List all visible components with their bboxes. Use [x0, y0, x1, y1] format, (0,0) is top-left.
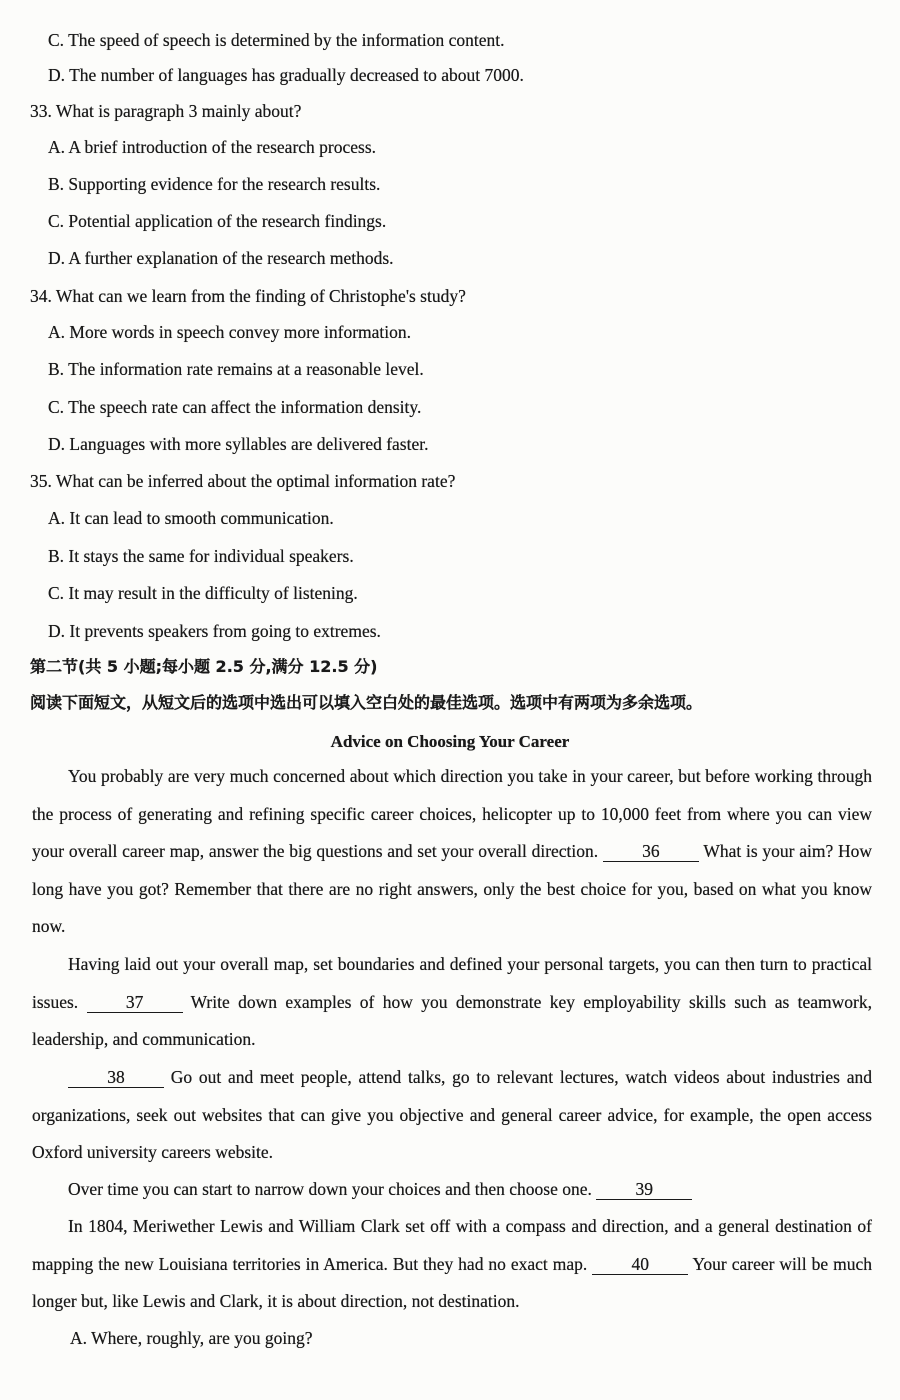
passage-paragraph-5	[32, 1208, 872, 1321]
q33-stem: 33. What is paragraph 3 mainly about?	[30, 101, 302, 121]
q32-option-d: D. The number of languages has gradually decreased to about 7000.	[48, 65, 524, 85]
passage-paragraph-4	[32, 1171, 872, 1209]
q33-option-c: C. Potential application of the research findings.	[48, 211, 387, 231]
q34-stem: 34. What can we learn from the finding of Christophe's study?	[30, 286, 466, 306]
q35-stem: 35. What can be inferred about the optimal information rate?	[30, 471, 456, 491]
passage-title: Advice on Choosing Your Career	[330, 732, 570, 751]
q34-option-b: B. The information rate remains at a reasonable level.	[48, 359, 424, 379]
q34-option-c: C. The speech rate can affect the information density.	[48, 397, 422, 417]
paragraph-3-text: Go out and meet people, attend talks, go to relevant lectures, watch videos about industries and organizations, seek out websites that can give you objective and general career advice, for example, the open access Oxford university careers website.	[32, 1067, 872, 1162]
q35-option-a: A. It can lead to smooth communication.	[48, 508, 334, 528]
blank-37: 37	[87, 992, 183, 1013]
q35-option-c: C. It may result in the difficulty of listening.	[48, 583, 358, 603]
passage-paragraph-3	[32, 1059, 872, 1172]
q35-option-b: B. It stays the same for individual speakers.	[48, 546, 354, 566]
section-heading: 第二节(共 5 小题;每小题 2.5 分,满分 12.5 分)	[30, 657, 378, 676]
paragraph-2-text-a: Having laid out your overall map, set boundaries and defined your personal targets, you can then turn to practical issues.	[32, 954, 872, 1012]
q35-option-d: D. It prevents speakers from going to extremes.	[48, 621, 381, 641]
q33-option-b: B. Supporting evidence for the research results.	[48, 174, 381, 194]
paragraph-2-text-b: Write down examples of how you demonstrate key employability skills such as teamwork, leadership, and communication.	[32, 991, 872, 1049]
paragraph-1-text-a: You probably are very much concerned about which direction you take in your career, but before working through the process of generating and refining specific career choices, helicopter up to 10,000 feet from where you can view your overall career map, answer the big questions and set your overall direction.	[32, 766, 872, 861]
paragraph-5-text-b: Your career will be much longer but, like Lewis and Clark, it is about direction, not destination.	[32, 1253, 872, 1311]
blank-36: 36	[603, 841, 699, 862]
blank-38: 38	[68, 1067, 164, 1088]
q33-option-a: A. A brief introduction of the research process.	[48, 137, 377, 157]
paragraph-1-text-b: What is your aim? How long have you got? Remember that there are no right answers, only the best choice for you, based on what you know now.	[32, 841, 872, 936]
paragraph-5-text-a: In 1804, Meriwether Lewis and William Clark set off with a compass and direction, and a general destination of mapping the new Louisiana territories in America. But they had no exact map.	[32, 1216, 872, 1274]
blank-39: 39	[596, 1179, 692, 1200]
q34-option-d: D. Languages with more syllables are delivered faster.	[48, 434, 429, 454]
choice-option-a: A. Where, roughly, are you going?	[70, 1328, 313, 1348]
passage-paragraph-2	[32, 946, 872, 1059]
paragraph-4-text: Over time you can start to narrow down your choices and then choose one.	[68, 1179, 597, 1199]
passage-paragraph-1	[32, 758, 872, 946]
q33-option-d: D. A further explanation of the research methods.	[48, 248, 394, 268]
blank-40: 40	[592, 1254, 688, 1275]
section-instruction: 阅读下面短文，从短文后的选项中选出可以填入空白处的最佳选项。选项中有两项为多余选项。	[30, 693, 703, 712]
q32-option-c: C. The speed of speech is determined by the information content.	[48, 30, 505, 50]
q34-option-a: A. More words in speech convey more information.	[48, 322, 412, 342]
